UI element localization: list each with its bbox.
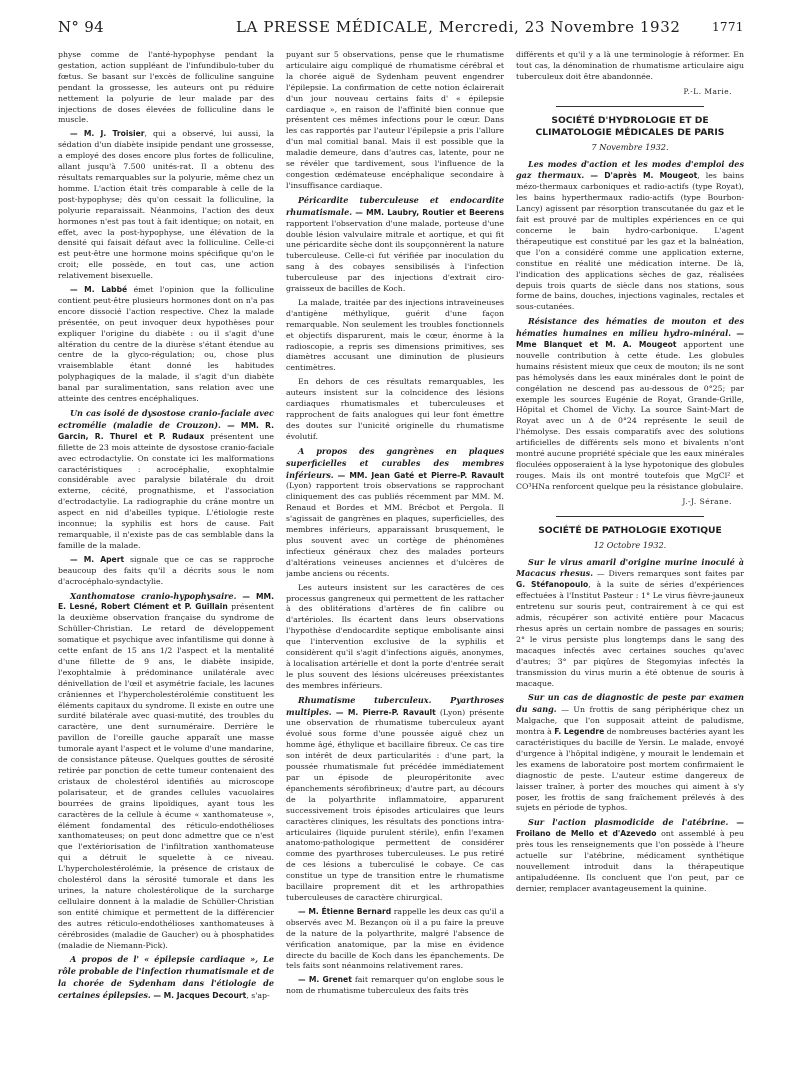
section [58, 954, 274, 1002]
paragraph-text: — Divers remarques sont faites par [593, 569, 744, 579]
author-name: — MM. Laubry, Routier et Beerens [352, 207, 504, 217]
author-name: — M. Labbé [70, 285, 128, 295]
paragraph: La malade, traitée par des injections intraveineuses d'antigène méthylique, guérit d'une façon remarquable. Non seulement les troubles fonctionnels et objectifs disparurent, mais le cœur, énorme à la radioscopie, a repris ses dimensions primitives, ses diamètres accusant une diminution de plusieurs centimètres. [286, 297, 504, 373]
society-heading: SOCIÉTÉ DE PATHOLOGIE EXOTIQUE [538, 524, 722, 536]
author-name: — MM. Jean Gaté et Pierre-P. Ravault [333, 470, 504, 480]
section-title: Rhumatisme tuberculeux. Pyarthroses multiples. [286, 694, 504, 717]
section [516, 316, 744, 493]
paragraph: puyant sur 5 observations, pense que le rhumatisme articulaire aigu compliqué de rhumatisme cérébral et la chorée aiguë de Sydenham peuvent engendrer l'épilepsie. La confirmation de cette notion éclairerait d'un jour nouveau certains faits d' « épilepsie cardiaque », en raison de l'affinité bien connue que présentent ces mêmes infections pour le cœur. Dans les cas rapportés par l'auteur l'épilepsie a pris l'allure d'un mal comitial banal. Mais il est possible que la maladie demeure, dans d'autres cas, latente, pour ne se révéler que tardivement, sous l'influence de la congestion œdémateuse encéphalique secondaire à l'insuffisance cardiaque. [286, 50, 504, 190]
paragraph: Les auteurs insistent sur les caractères de ces processus gangreneux qui permettent de les rattacher à des oblitérations d'artères de fin calibre ou d'artérioles. Ils écartent dans leurs observations l'hypothèse d'endocardite septique embolisante ainsi que l'intervention exclusive de la syphilis et considèrent qu'il s'agit d'infections aiguës, anonymes, à localisation artérielle et dont la porte d'entrée serait le plus souvent des lésions ulcéreuses préexistantes des membres inférieurs. [286, 582, 504, 690]
paragraph: En dehors de ces résultats remarquables, les auteurs insistent sur la coïncidence des lésions cardiaques rhumatismales et tuberculeuses et rapprochent de faits analogues qui leur font émettre des doutes sur l'unicité originelle du rhumatisme évolutif. [286, 377, 504, 441]
author-name: — Mme Blanquet et M. A. Mougeot [516, 329, 744, 350]
journal-title: LA PRESSE MÉDICALE, Mercredi, 23 Novembre 1932 [236, 18, 681, 36]
paragraph-text: présentent la deuxième observation française du syndrome de Schüller-Christian. Le retard de développement somatique et psychique avec infantilisme qui donne à cette enfant de 15 ans 1/2 l'aspect et la mentalité d'une fillette de 9 ans, le diabète insipide, l'exophtalmie à prédominance unilatérale avec dénivellation de l'œil et asymétrie faciale, les lacunes crâniennes et l'hypercholestérolémie constituent les éléments capitaux du syndrome. Il existe en outre une surdité bilatérale avec quasi-mutité, des troubles du caractère, une dent surnuméraire. Derrière le pavillon de l'oreille gauche apparaît une masse tumorale ayant l'aspect et le volume d'une mandarine, de consistance pâteuse. Quelques gouttes de sérosité retirée par ponction de cette tumeur contenaient des cristaux de cholestérol identifiés au microscope polarisateur, et de grandes cellules vacuolaires bourrées de grains lipoïdiques, ayant tous les caractères de la cellule à écume « xanthomateuse », élément fondamental des réticulo-endothélioses xanthomateuses; on peut donc admettre que ce n'est que l'extériorisation de l'infiltration xanthomateuse qui a détruit le squelette à ce niveau. L'hypercholestérolémie, la présence de cristaux de cholestérol dans la sérosité tumorale et dans les urines, la nature cholestérolique de la surcharge cellulaire donnent à la maladie de Schüller-Christian son entité chimique et permettent de la différencier des autres réticulo-endothélioses xanthomateuses à cérébrosides (maladie de Gaucher) ou à phosphatides (maladie de Niemann-Pick). [58, 602, 274, 950]
author-name: G. Stéfanopoulo [516, 580, 589, 590]
column-2 [286, 50, 504, 1075]
author-name: — D'après M. Mougeot [584, 171, 698, 181]
divider [556, 516, 704, 517]
paragraph-text: rappelle les deux cas qu'il a observés avec M. Bezançon où il a pu faire la preuve de la nature de la polyarthrite, malgré l'absence de vérification anatomique, par la mise en évidence directe du bacille de Koch dans les épanchements. De tels faits sont néanmoins relativement rares. [286, 906, 504, 971]
paragraph [286, 975, 504, 997]
paragraph-text: rapportent l'observation d'une malade, porteuse d'une double lésion valvulaire mitrale et aortique, et qui fit une péricardite sèche dont ils soupçonnèrent la nature tuberculeuse. Celle-ci fut vérifiée par inoculation du sang à des cobayes sensibilisés à l'infection tuberculeuse par des injections d'extrait ciro-graisseux de bacilles de Koch. [286, 218, 504, 294]
signature: J.-J. Sérane. [682, 496, 732, 506]
author-name: — M. Apert [70, 554, 125, 564]
issue-number: N° 94 [58, 18, 104, 36]
section-title: Les modes d'action et les modes d'emploi des gaz thermaux. [516, 158, 744, 181]
author-name: — M. Étienne Bernard [298, 906, 392, 916]
paragraph-text: , qui a observé, lui aussi, la sédation d'un diabète insipide pendant une grossesse, a employé des doses encore plus fortes de folliculine, allant jusqu'à 7.500 unités-rat. Il a obtenu des résultats remarquables sur la polyurie, même chez un homme. L'action était très comparable à celle de la post-hypophyse; dès qu'on cessait la folliculine, la polyurie reparaissait. Néanmoins, l'action des deux hormones n'est pas tout à fait identique; on notait, en effet, avec la post-hypophyse, une élévation de la densité qui faisait défaut avec la folliculine. Celle-ci est peut-être une hormone moins spécifique qu'on le croit; elle possède, en tout cas, une action relativement bisexuelle. [58, 129, 274, 281]
section-title: Sur l'action plasmodicide de l'atébrine. [528, 817, 729, 828]
paragraph: physe comme de l'anté-hypophyse pendant la gestation, action suppléant de l'infundibulo-tuber du fœtus. Se basant sur l'excès de folliculine sanguine pendant la grossesse, les auteurs ont pu réduire nettement la polyurie de leur malade par des injections de doses élevées de folliculine dans le muscle. [58, 50, 274, 125]
paragraph-text: apportent une nouvelle contribution à cette étude. Les globules humains résistent mieux que ceux de mouton; ils ne sont pas hémolysés dans les eaux minérales dont le point de congélation ne descend pas au-dessous de 0°25; par exemple les sources Eugénie de Royat, Grande-Grille, Hôpital et Chomel de Vichy. La source Saint-Mart de Royat avec un Δ de 0°24 représente le seuil de l'hémolyse. Des essais comparatifs avec des solutions artificielles de différents sels mono et bivalents n'ont montré aucune propriété spéciale que les eaux minérales floculées opposeraient à la lyse hypotonique des globules rouges. Mais ils ont montré toutefois que MgCl² et CO³HNa renforcent quelque peu la résistance globulaire. [516, 340, 744, 491]
session-date: 12 Octobre 1932. [593, 539, 667, 550]
paragraph [286, 907, 504, 972]
author-name: — M. Jacques Decourt [150, 991, 247, 1001]
author-name: — MM. E. Lesné, Robert Clément et P. Guillain [58, 591, 274, 612]
society-heading: SOCIÉTÉ D'HYDROLOGIE ET DE CLIMATOLOGIE MÉDICALES DE PARIS [535, 114, 725, 138]
paragraph-text: (Lyon) rapportent trois observations se rapprochant cliniquement des cas publiés récemment par MM. M. Renaud et Bordes et MM. Brécbot et Pergola. Il s'agissait de gangrènes en plaques, superficielles, des membres inférieurs, apparaissant brusquement, le plus souvent avec un cortège de phénomènes infectieux généraux chez des malades porteurs d'altérations veineuses anciennes et d'ulcères de jambe anciens ou récents. [286, 481, 504, 578]
paragraph [58, 555, 274, 588]
paragraph [58, 285, 274, 405]
paragraph-text: de nombreuses bactéries ayant les caractéristiques du bacille de Yersin. Le malade, envoyé d'urgence à l'hôpital indigène, y mourait le lendemain et les examens de laboratoire post mortem confirmaient le diagnostic de peste. L'auteur estime dangereux de laisser traîner, à porter des mouches qui aiment à s'y poser, les frottis de sang fraîchement prélevés à des sujets en période de typhos. [516, 727, 744, 813]
section [516, 692, 744, 814]
section [286, 695, 504, 904]
paragraph-text: , s'ap- [246, 991, 270, 1001]
section-title: Sur le virus amaril d'origine murine inoculé à Macacus rhesus. [516, 556, 744, 579]
paragraph-text: signale que ce cas se rapproche beaucoup des faits qu'il a décrits sous le nom d'acrocéphalo-syndactylie. [58, 554, 274, 586]
divider [556, 106, 704, 107]
paragraph-text: présentent une fillette de 23 mois atteinte de dysostose cranio-faciale avec ectrodactylie. On constate ici les malformations caractéristiques : acrocéphalie, exophtalmie considérable avec paralysie bilatérale du droit externe, cécité, prognathisme, et l'association d'ectrodactylie. La radiographie du crâne montre un aspect en nid d'abeilles typique. L'étiologie reste inconnue; la syphilis est hors de cause. Fait remarquable, il n'existe pas de cas semblable dans la famille de la malade. [58, 431, 274, 550]
section [516, 817, 744, 894]
paragraph-text: émet l'opinion que la folliculine contient peut-être plusieurs hormones dont on n'a pas encore dissocié l'action respective. Chez la malade présentée, on peut invoquer deux hypothèses pour expliquer l'origine du diabète : ou il s'agit d'une altération du centre de la diurèse s'étant étendue au centre de la glyco-régulation; ou, chose plus vraisemblable étant donné les habitudes polyphagiques de la malade, il s'agit d'un diabète banal par suralimentation, sans relation avec une atteinte des centres encéphaliques. [58, 285, 274, 404]
page-header [58, 14, 744, 42]
author-name: — M. Pierre-P. Ravault [331, 707, 436, 717]
paragraph-text: , à la suite de séries d'expériences effectuées à l'Institut Pasteur : 1° Le virus fièvre-jauneux entretenu sur souris peut, contrairement à ce qui est admis, récupérer son activité entière pour Macacus rhesus après un certain nombre de passages en souris; 2° le virus persiste plus longtemps dans le sang des macaques infectés avec certaines souches qu'avec d'autres; 3° par piqûres de Stegomyias infectés la transmission du virus murin a été obtenue de souris à macaque. [516, 580, 744, 688]
page-number: 1771 [712, 20, 744, 34]
section [516, 159, 744, 314]
section-title: Un cas isolé de dysostose cranio-faciale avec ectromélie (maladie de Crouzon). [58, 408, 274, 430]
author-name: F. Legendre [554, 727, 605, 737]
session-date: 7 Novembre 1932. [591, 141, 669, 152]
author-name: — M. Grenet [298, 975, 352, 985]
paragraph [58, 129, 274, 282]
section-title: Péricardite tuberculeuse et endocardite rhumatismale. [286, 194, 504, 217]
column-3 [516, 50, 744, 1075]
paragraph-text: — Un frottis de sang périphérique chez un Malgache, que l'on supposait atteint de paludisme, montra à [516, 705, 744, 737]
section [286, 446, 504, 580]
paragraph-text: fait remarquer qu'on englobe sous le nom de rhumatisme tuberculeux des faits très [286, 975, 504, 996]
signature: P.-L. Marie. [683, 86, 732, 96]
column-1 [58, 50, 274, 1075]
paragraph-text: ont assemblé à peu près tous les renseignements que l'on possède à l'heure actuelle sur l'atébrine, médicament synthétique nouvellement introduit dans la thérapeutique antipaludéenne. Ils concluent que l'on peut, par ce dernier, remplacer avantageusement la quinine. [516, 829, 744, 893]
author-name: — Froilano de Mello et d'Azevedo [516, 818, 744, 839]
section [58, 408, 274, 552]
section [58, 591, 274, 952]
author-name: — M. J. Troisier [70, 129, 145, 139]
section [286, 195, 504, 295]
section-title: A propos des gangrènes en plaques superficielles et curables des membres inférieurs. [286, 445, 504, 480]
section-title: Xanthomatose cranio-hypophysaire. [70, 590, 237, 601]
author-name: — MM. R. Garcin, R. Thurel et P. Rudaux [58, 420, 274, 441]
section-title: Sur un cas de diagnostic de peste par examen du sang. [516, 692, 744, 715]
paragraph: différents et qu'il y a là une terminologie à réformer. En tout cas, la dénomination de rhumatisme articulaire aigu tuberculeux doit être abandonnée. [516, 50, 744, 81]
paragraph-text: , les bains mézo-thermaux carboniques et radio-actifs (type Royat), les bains hyperthermaux radio-actifs (type Bourbon-Lancy) agissent par résorption transcutanée du gaz et le fait est prouvé par de multiples expériences en ce qui concerne le bain hydro-carbonique. L'agent thérapeutique est constitué par les gaz et la balnéation, que l'on a considéré comme une application externe, constitue en réalité une médication interne. De là, l'indication des applications sèches de gaz, réalisées depuis trois quarts de siècle dans nos stations, sous forme de bains, douches, injections vaginales, rectales et sous-cutanées. [516, 171, 744, 312]
section-title: A propos de l' « épilepsie cardiaque », Le rôle probable de l'infection rhumatismale et de la chorée de Sydenham dans l'étiologie de certaines épilepsies. [58, 954, 274, 1001]
section [516, 557, 744, 690]
paragraph-text: (Lyon) présente une observation de rhumatisme tuberculeux ayant évolué sous forme d'une poussée aiguë chez un homme âgé, éthylique et bacillaire fibreux. Ce cas tire son intérêt de deux particularités : d'une part, la poussée rhumatismale fut précédée immédiatement par un épisode de pleuropéritonite avec épanchements sérofibrineux; d'autre part, au décours de la polyarthrite inflammatoire, apparurent successivement trois épisodes articulaires que leurs caractères cliniques, les résultats des ponctions intra-articulaires (liquide purulent stérile), enfin l'examen anatomo-pathologique permettent de considérer comme des pyarthroses tuberculeuses. Le pus retiré de ces lésions a tuberculisé le cobaye. Ce cas constitue un type de transition entre le rhumatisme bacillaire proprement dit et les arthropathies tuberculeuses de caractère chirurgical. [286, 707, 504, 902]
section-title: Résistance des hématies de mouton et des hématies humaines en milieu hydro-minéral. [516, 316, 744, 339]
